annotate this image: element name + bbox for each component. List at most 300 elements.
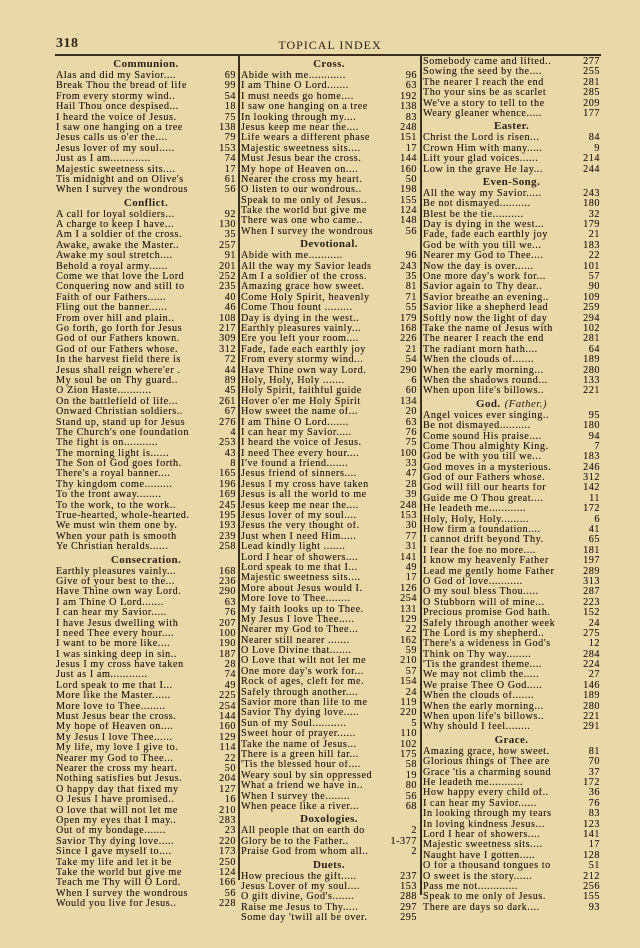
- index-entry: [241, 71, 417, 81]
- hymn-number: 99: [224, 80, 236, 92]
- index-entry: [56, 826, 236, 836]
- index-entry: [56, 272, 236, 282]
- hymn-title: O Zion Haste...........: [56, 386, 152, 397]
- hymn-number: 130: [219, 219, 236, 231]
- hymn-number: 131: [400, 603, 417, 615]
- hymn-title: Conquering now and still to: [56, 282, 185, 293]
- index-entry: [241, 227, 417, 237]
- index-entry: [241, 719, 417, 729]
- hymn-title: Majestic sweetness sits....: [241, 143, 361, 154]
- hymn-title: In the harvest field there is: [56, 355, 181, 366]
- hymn-number: 17: [405, 572, 417, 584]
- hymn-title: Guide me O Thou great....: [423, 493, 544, 504]
- hymn-title: I am Thine O Lord.......: [241, 417, 349, 428]
- index-entry: [241, 185, 417, 195]
- index-entry: [423, 366, 600, 376]
- hymn-title: I am Thine O Lord.......: [56, 597, 164, 608]
- index-entry: [56, 438, 236, 448]
- index-entry: [423, 251, 600, 261]
- index-entry: [56, 847, 236, 857]
- index-entry: [423, 681, 600, 691]
- index-entry: [423, 262, 600, 272]
- hymn-title: Since I gave myself to....: [56, 847, 172, 858]
- hymn-number: 114: [219, 742, 236, 754]
- hymn-title: Jesus lover of my soul....: [241, 511, 357, 522]
- index-entry: [423, 768, 600, 778]
- hymn-title: Savior again to Thy dear..: [423, 282, 543, 293]
- hymn-number: 102: [583, 322, 600, 334]
- hymn-title: Jesus I my cross have taken: [241, 479, 369, 490]
- hymn-title: From every stormy wind...: [241, 355, 364, 366]
- hymn-title: When peace like a river...: [241, 801, 360, 812]
- hymn-title: I saw one hanging on a tree: [241, 102, 368, 113]
- hymn-title: What a friend we have in..: [241, 781, 364, 792]
- index-entry: [241, 469, 417, 479]
- hymn-number: 102: [400, 738, 417, 750]
- hymn-number: 59: [405, 645, 417, 657]
- index-entry: [241, 847, 417, 857]
- hymn-number: 81: [588, 745, 600, 757]
- hymn-number: 220: [219, 835, 236, 847]
- index-entry: [56, 670, 236, 680]
- hymn-title: Safely through another....: [241, 687, 359, 698]
- hymn-number: 63: [405, 416, 417, 428]
- index-entry: [423, 504, 600, 514]
- index-entry: [423, 567, 600, 577]
- hymn-number: 141: [400, 551, 417, 563]
- index-entry: [56, 837, 236, 847]
- hymn-number: 288: [400, 891, 417, 903]
- hymn-title: Take my life and let it be: [56, 857, 172, 868]
- hymn-title: How happy every child of..: [423, 788, 549, 799]
- hymn-title: Just as I am............: [56, 670, 148, 681]
- hymn-number: 20: [405, 406, 417, 418]
- hymn-number: 275: [583, 627, 600, 639]
- hymn-title: Speak to me only of Jesus..: [241, 195, 368, 206]
- hymn-number: 209: [583, 97, 600, 109]
- hymn-number: 21: [588, 229, 600, 241]
- hymn-number: 79: [224, 132, 236, 144]
- hymn-number: 168: [219, 565, 236, 577]
- section-heading-text: Consecration.: [110, 553, 182, 566]
- index-entry: [56, 868, 236, 878]
- hymn-number: 146: [583, 679, 600, 691]
- hymn-title: I need Thee every hour....: [56, 628, 175, 639]
- index-entry: [241, 605, 417, 615]
- hymn-title: My soul be on Thy guard..: [56, 375, 178, 386]
- index-entry: [241, 490, 417, 500]
- hymn-number: 189: [583, 354, 600, 366]
- index-entry: [56, 185, 236, 195]
- index-entry: [56, 314, 236, 324]
- index-entry: [423, 421, 600, 431]
- index-entry: [241, 740, 417, 750]
- index-entry: [56, 282, 236, 292]
- hymn-title: When the clouds of.......: [423, 355, 535, 366]
- section-heading: [241, 237, 417, 251]
- hymn-title: Jesus Lover of my soul....: [241, 881, 360, 892]
- index-entry: [241, 698, 417, 708]
- hymn-number: 54: [405, 354, 417, 366]
- index-entry: [56, 251, 236, 261]
- hymn-number: 28: [224, 659, 236, 671]
- hymn-number: 190: [219, 638, 236, 650]
- hymn-title: Amazing grace, how sweet.: [423, 746, 550, 757]
- hymn-number: 166: [219, 877, 236, 889]
- index-entry: [241, 355, 417, 365]
- index-entry: [241, 459, 417, 469]
- index-entry: [56, 386, 236, 396]
- index-entry: [241, 293, 417, 303]
- section-heading-text: Duets.: [312, 858, 346, 871]
- hymn-number: 124: [219, 866, 236, 878]
- hymn-number: 11: [589, 492, 600, 504]
- index-entry: [423, 587, 600, 597]
- index-entry: [241, 760, 417, 770]
- hymn-number: 207: [219, 617, 236, 629]
- hymn-title: Come Thou fount .........: [241, 303, 353, 314]
- hymn-number: 226: [400, 333, 417, 345]
- hymn-number: 290: [400, 364, 417, 376]
- hymn-number: 75: [224, 111, 236, 123]
- index-entry: [56, 785, 236, 795]
- hymn-number: 9: [594, 142, 600, 154]
- hymn-title: Savior Thy dying love.....: [241, 708, 360, 719]
- hymn-title: Lord I hear of showers....: [241, 552, 359, 563]
- index-entry: [241, 802, 417, 812]
- index-entry: [241, 397, 417, 407]
- hymn-title: Have Thine own way Lord.: [241, 365, 367, 376]
- hymn-title: Am I a soldier of the cross.: [241, 272, 368, 283]
- index-entry: [241, 553, 417, 563]
- index-entry: [56, 71, 236, 81]
- hymn-number: 124: [400, 205, 417, 217]
- index-entry: [423, 494, 600, 504]
- hymn-title: Crown Him with many.....: [423, 143, 543, 154]
- hymn-number: 153: [400, 880, 417, 892]
- index-entry: [423, 133, 600, 143]
- hymn-title: O gift divine, God's.......: [241, 892, 355, 903]
- hymn-title: When the clouds of.......: [423, 691, 535, 702]
- hymn-title: Now the day is over......: [423, 261, 534, 272]
- hymn-title: In looking through my tears: [423, 809, 552, 820]
- hymn-number: 160: [219, 721, 236, 733]
- hymn-number: 196: [219, 478, 236, 490]
- hymn-title: On the battlefield of life...: [56, 396, 179, 407]
- hymn-title: Somebody came and lifted..: [423, 57, 552, 67]
- hymn-number: 100: [219, 627, 236, 639]
- hymn-number: 18: [224, 101, 236, 113]
- hymn-title: Low in the grave He lay...: [423, 164, 544, 175]
- hymn-title: I need Thee every hour....: [241, 448, 360, 459]
- column-divider: [238, 55, 240, 880]
- hymn-number: 90: [588, 281, 600, 293]
- hymn-number: 214: [583, 153, 600, 165]
- hymn-number: 68: [405, 800, 417, 812]
- hymn-number: 64: [588, 343, 600, 355]
- hymn-number: 180: [583, 198, 600, 210]
- hymn-number: 256: [583, 880, 600, 892]
- hymn-number: 148: [400, 215, 417, 227]
- index-entry: [423, 210, 600, 220]
- hymn-title: 'Tis the blessed hour of....: [241, 760, 361, 771]
- hymn-title: I am Thine O Lord.......: [241, 81, 349, 92]
- hymn-title: I have Jesus dwelling with: [56, 618, 179, 629]
- index-entry: [56, 722, 236, 732]
- hymn-title: Out of my bondage.......: [56, 826, 166, 837]
- hymn-number: 60: [405, 385, 417, 397]
- index-entry: [423, 165, 600, 175]
- section-heading-subtitle: (Father.): [504, 397, 547, 410]
- index-entry: [423, 820, 600, 830]
- hymn-number: 237: [400, 870, 417, 882]
- hymn-title: Be not dismayed..........: [423, 199, 531, 210]
- index-entry: [56, 154, 236, 164]
- index-entry: [423, 345, 600, 355]
- hymn-title: I can hear my Savior......: [423, 798, 537, 809]
- hymn-title: The nearer I reach the end: [423, 77, 544, 88]
- hymn-number: 255: [583, 66, 600, 78]
- index-entry: [423, 463, 600, 473]
- hymn-number: 180: [583, 420, 600, 432]
- hymn-title: Holy, Holy, Holy.........: [423, 514, 529, 525]
- index-entry: [241, 771, 417, 781]
- hymn-title: Jesus keep me near the....: [241, 500, 359, 511]
- hymn-title: Blest be the tie..........: [423, 209, 524, 220]
- hymn-number: 49: [224, 679, 236, 691]
- hymn-number: 40: [224, 291, 236, 303]
- hymn-title: We must win them one by.: [56, 521, 178, 532]
- hymn-title: When the early morning...: [423, 701, 544, 712]
- index-entry: [423, 99, 600, 109]
- hymn-title: Lord I hear of showers....: [423, 829, 541, 840]
- index-entry: [241, 407, 417, 417]
- hymn-title: There is a green hill far...: [241, 750, 359, 760]
- hymn-number: 154: [400, 676, 417, 688]
- hymn-number: 94: [588, 430, 600, 442]
- hymn-title: Some day 'twill all be over.: [241, 913, 368, 924]
- hymn-title: From over hill and plain..: [56, 313, 175, 324]
- index-entry: [423, 411, 600, 421]
- index-entry: [56, 293, 236, 303]
- section-heading-text: Devotional.: [300, 238, 358, 251]
- index-entry: [56, 334, 236, 344]
- hymn-number: 281: [583, 333, 600, 345]
- hymn-title: Majestic sweetness sits....: [241, 573, 361, 584]
- index-entry: [423, 230, 600, 240]
- hymn-number: 179: [400, 312, 417, 324]
- hymn-title: Jesus keep me near the....: [241, 122, 359, 133]
- index-entry: [56, 532, 236, 542]
- index-entry: [241, 303, 417, 313]
- hymn-title: My hope of Heaven on....: [56, 722, 174, 733]
- index-entry: [56, 480, 236, 490]
- hymn-number: 31: [405, 541, 417, 553]
- hymn-number: 23: [224, 825, 236, 837]
- index-entry: [56, 241, 236, 251]
- index-entry: [423, 691, 600, 701]
- hymn-number: 187: [219, 648, 236, 660]
- hymn-number: 197: [583, 555, 600, 567]
- hymn-title: Day is dying in the west...: [423, 220, 545, 231]
- index-entry: [56, 587, 236, 597]
- hymn-title: Lead me gently home Father: [423, 566, 555, 577]
- hymn-title: Lord speak to me that I...: [241, 562, 358, 573]
- hymn-title: Come we that love the Lord: [56, 272, 185, 283]
- hymn-number: 224: [583, 659, 600, 671]
- index-entry: [56, 81, 236, 91]
- hymn-number: 93: [588, 901, 600, 913]
- index-entry: [423, 639, 600, 649]
- hymn-number: 142: [583, 482, 600, 494]
- hymn-title: To the front away........: [56, 490, 162, 501]
- index-entry: [423, 861, 600, 871]
- index-entry: [56, 577, 236, 587]
- hymn-title: O sweet is the story......: [423, 871, 533, 882]
- index-entry: [241, 708, 417, 718]
- index-entry: [56, 366, 236, 376]
- hymn-number: 17: [405, 142, 417, 154]
- hymn-title: God of our Fathers whose.: [56, 344, 179, 355]
- hymn-number: 129: [219, 731, 236, 743]
- column-divider: [420, 55, 422, 895]
- index-entry: [423, 788, 600, 798]
- hymn-number: 16: [224, 794, 236, 806]
- index-entry: [56, 899, 236, 909]
- hymn-title: God will fill our hearts for: [423, 483, 547, 494]
- hymn-number: 67: [224, 406, 236, 418]
- index-entry: [241, 521, 417, 531]
- index-entry: [56, 469, 236, 479]
- index-entry: [56, 113, 236, 123]
- index-entry: [241, 837, 417, 847]
- index-entry: [56, 567, 236, 577]
- hymn-title: There was one who came..: [241, 216, 363, 227]
- hymn-title: I was sinking deep in sin..: [56, 649, 177, 660]
- index-entry: [56, 210, 236, 220]
- hymn-number: 193: [219, 520, 236, 532]
- hymn-title: The Son of God goes forth.: [56, 459, 182, 470]
- hymn-number: 36: [588, 787, 600, 799]
- index-entry: [56, 712, 236, 722]
- hymn-title: O Love Divine that.......: [241, 646, 352, 657]
- index-entry: [423, 799, 600, 809]
- hymn-number: 261: [219, 395, 236, 407]
- hymn-title: Sun of my Soul...........: [241, 718, 347, 729]
- hymn-number: 6: [594, 513, 600, 525]
- hymn-title: Go forth, go forth for Jesus: [56, 323, 183, 334]
- hymn-number: 153: [400, 510, 417, 522]
- hymn-number: 109: [583, 291, 600, 303]
- index-entry: [423, 154, 600, 164]
- hymn-number: 32: [588, 208, 600, 220]
- index-entry: [423, 619, 600, 629]
- index-entry: [56, 542, 236, 552]
- hymn-title: Tis midnight and on Olive's: [56, 174, 184, 185]
- hymn-number: 129: [400, 613, 417, 625]
- running-head: TOPICAL INDEX: [278, 38, 382, 52]
- index-entry: [56, 650, 236, 660]
- index-entry: [56, 449, 236, 459]
- hymn-title: Nearer the cross my heart.: [56, 764, 178, 774]
- hymn-number: 108: [219, 312, 236, 324]
- hymn-number: 246: [583, 461, 600, 473]
- hymn-number: 221: [583, 711, 600, 723]
- hymn-title: When upon life's billows..: [423, 712, 545, 723]
- hymn-number: 83: [405, 111, 417, 123]
- hymn-number: 91: [224, 250, 236, 262]
- index-entry: [56, 660, 236, 670]
- index-entry: [241, 272, 417, 282]
- index-entry: [423, 851, 600, 861]
- hymn-number: 179: [583, 219, 600, 231]
- index-entry: [56, 123, 236, 133]
- index-entry: [241, 892, 417, 902]
- hymn-title: Jesus is all the world to me: [241, 490, 367, 501]
- section-heading: [423, 175, 600, 189]
- index-entry: [423, 702, 600, 712]
- index-entry: [241, 532, 417, 542]
- hymn-number: 4: [230, 426, 236, 438]
- hymn-title: True-hearted, whole-hearted.: [56, 511, 190, 522]
- hymn-title: Teach me Thy will O Lord.: [56, 878, 181, 889]
- index-entry: [241, 334, 417, 344]
- hymn-title: Onward Christian soldiers..: [56, 407, 183, 418]
- hymn-title: From every stormy wind..: [56, 91, 176, 102]
- index-entry: [241, 615, 417, 625]
- hymn-title: There are days so dark....: [423, 902, 540, 913]
- index-entry: [241, 216, 417, 226]
- hymn-number: 45: [224, 385, 236, 397]
- index-entry: [241, 903, 417, 913]
- section-heading-text: Grace.: [494, 733, 529, 746]
- hymn-number: 313: [583, 575, 600, 587]
- hymn-title: Nearer the cross my heart.: [241, 174, 363, 185]
- hymn-title: Jesus friend of sinners....: [241, 469, 357, 480]
- index-entry: [56, 303, 236, 313]
- hymn-number: 162: [400, 634, 417, 646]
- hymn-title: My Jesus I love Thee.....: [241, 614, 355, 625]
- hymn-number: 70: [588, 756, 600, 768]
- index-entry: [423, 473, 600, 483]
- hymn-number: 172: [583, 777, 600, 788]
- index-entry: [241, 376, 417, 386]
- index-entry: [241, 750, 417, 760]
- index-entry: [56, 511, 236, 521]
- hymn-title: Day is dying in the west..: [241, 313, 360, 324]
- hymn-title: Savior more than life to me: [241, 698, 368, 709]
- hymn-title: O happy day that fixed my: [56, 784, 179, 795]
- hymn-title: Glorious things of Thee are: [423, 757, 550, 768]
- hymn-title: One more day's work for...: [241, 666, 364, 677]
- hymn-title: Open my eyes that I may..: [56, 815, 177, 826]
- index-entry: [423, 670, 600, 680]
- hymn-number: 173: [219, 846, 236, 858]
- hymn-title: Sowing the seed by the....: [423, 67, 542, 78]
- hymn-number: 217: [219, 322, 236, 334]
- hymn-title: O God of love...........: [423, 576, 523, 587]
- hymn-title: All the way my Savior leads: [241, 261, 372, 272]
- hymn-title: In loving kindness Jesus...: [423, 819, 545, 830]
- hymn-number: 56: [224, 887, 236, 899]
- hymn-number: 155: [400, 194, 417, 206]
- hymn-number: 24: [405, 686, 417, 698]
- hymn-title: The radiant morn hath....: [423, 344, 538, 355]
- hymn-number: 165: [219, 468, 236, 480]
- hymn-number: 212: [583, 870, 600, 882]
- hymn-number: 281: [583, 76, 600, 88]
- hymn-title: Jesus calls us o'er the....: [56, 133, 168, 144]
